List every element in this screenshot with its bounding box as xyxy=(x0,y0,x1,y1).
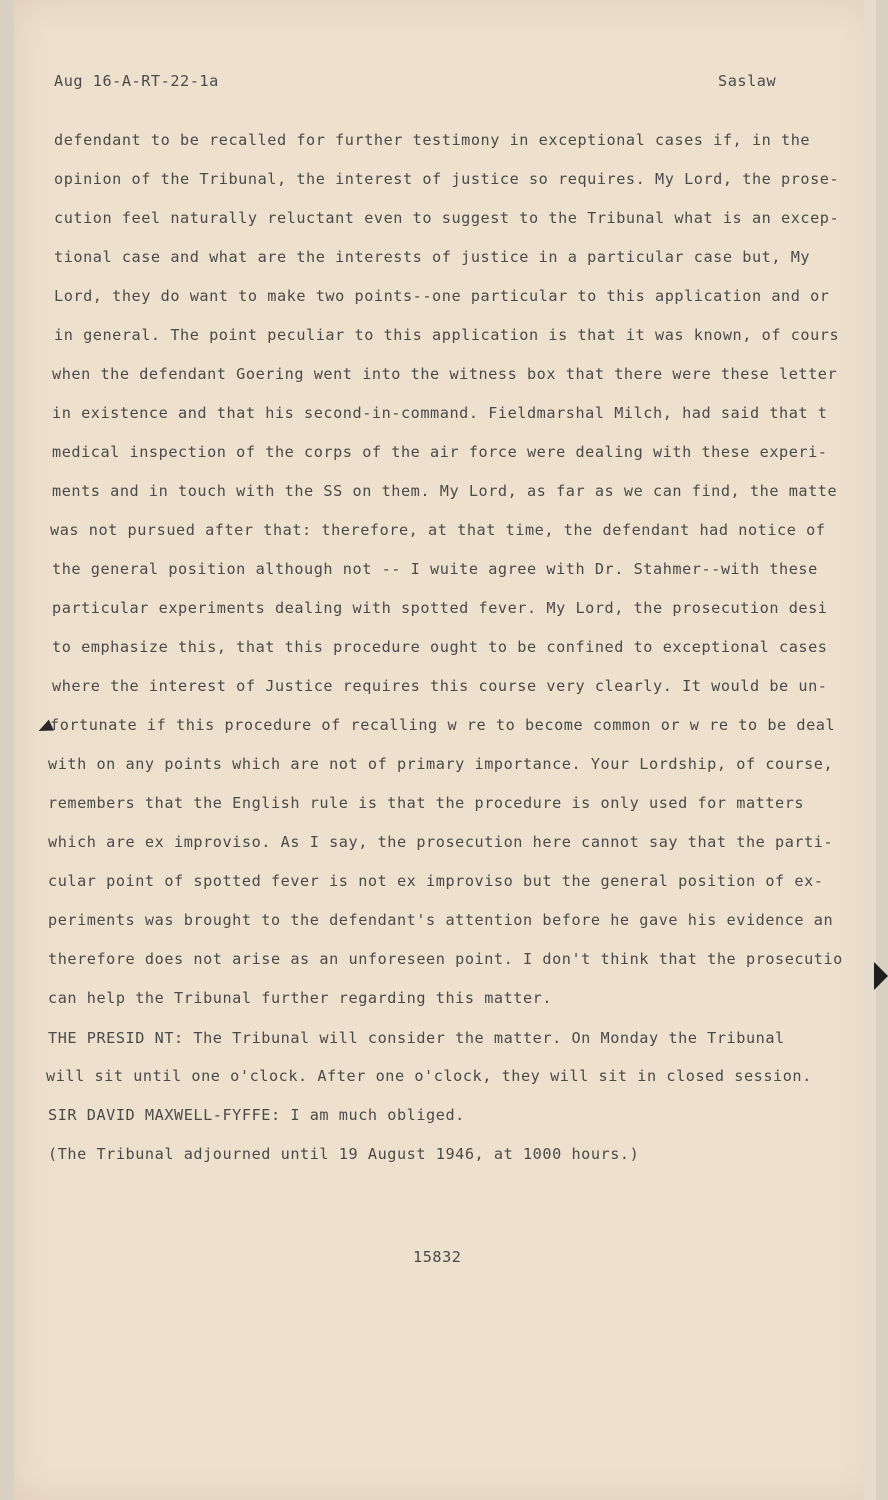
transcript-line: with on any points which are not of primary importance. Your Lordship, of course, xyxy=(48,755,834,773)
transcript-line: therefore does not arise as an unforeseen point. I don't think that the prosecutio xyxy=(48,950,843,968)
transcript-line: cution feel naturally reluctant even to suggest to the Tribunal what is an excep- xyxy=(54,209,840,227)
transcript-line: Lord, they do want to make two points--one particular to this application and or xyxy=(54,287,830,305)
transcript-line: which are ex improviso. As I say, the prosecution here cannot say that the parti- xyxy=(48,833,834,851)
transcript-line: SIR DAVID MAXWELL-FYFFE: I am much obliged. xyxy=(48,1106,465,1124)
transcript-line: where the interest of Justice requires this course very clearly. It would be un- xyxy=(52,677,828,695)
reporter-name: Saslaw xyxy=(718,72,777,90)
transcript-line: ments and in touch with the SS on them. My Lord, as far as we can find, the matte xyxy=(52,482,838,500)
transcript-line: particular experiments dealing with spotted fever. My Lord, the prosecution desi xyxy=(52,599,828,617)
transcript-line: THE PRESID NT: The Tribunal will consider the matter. On Monday the Tribunal xyxy=(48,1029,785,1047)
transcript-line: remembers that the English rule is that the procedure is only used for matters xyxy=(48,794,805,812)
page-number: 15832 xyxy=(413,1248,462,1266)
edge-tab-mark-icon xyxy=(874,962,888,990)
transcript-line: defendant to be recalled for further testimony in exceptional cases if, in the xyxy=(54,131,811,149)
transcript-line: was not pursued after that: therefore, at that time, the defendant had notice of xyxy=(50,521,826,539)
transcript-line: tional case and what are the interests of justice in a particular case but, My xyxy=(54,248,811,266)
transcript-line: medical inspection of the corps of the air force were dealing with these experi- xyxy=(52,443,828,461)
transcript-line: fortunate if this procedure of recalling w re to become common or w re to be deal xyxy=(50,716,836,734)
transcript-line: in existence and that his second-in-command. Fieldmarshal Milch, had said that t xyxy=(52,404,828,422)
transcript-line: when the defendant Goering went into the witness box that there were these letter xyxy=(52,365,838,383)
transcript-line: to emphasize this, that this procedure ought to be confined to exceptional cases xyxy=(52,638,828,656)
document-reference: Aug 16-A-RT-22-1a xyxy=(54,72,219,90)
transcript-line: can help the Tribunal further regarding this matter. xyxy=(48,989,553,1007)
transcript-line: (The Tribunal adjourned until 19 August 1946, at 1000 hours.) xyxy=(48,1145,640,1163)
transcript-line: will sit until one o'clock. After one o'clock, they will sit in closed session. xyxy=(46,1067,812,1085)
transcript-line: periments was brought to the defendant's attention before he gave his evidence an xyxy=(48,911,834,929)
transcript-line: in general. The point peculiar to this application is that it was known, of cours xyxy=(54,326,840,344)
transcript-line: cular point of spotted fever is not ex improviso but the general position of ex- xyxy=(48,872,824,890)
transcript-line: the general position although not -- I wuite agree with Dr. Stahmer--with these xyxy=(52,560,818,578)
transcript-line: opinion of the Tribunal, the interest of justice so requires. My Lord, the prose- xyxy=(54,170,840,188)
